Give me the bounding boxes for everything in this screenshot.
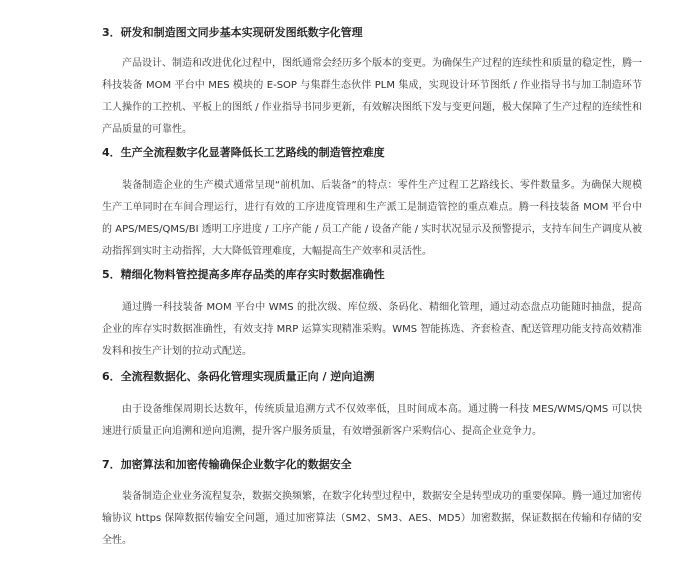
section-heading-5: 5．精细化物料管控提高多库存品类的库存实时数据准确性 xyxy=(102,268,385,281)
section-heading-6: 6．全流程数据化、条码化管理实现质量正向 / 逆向追溯 xyxy=(102,370,375,383)
section-body-6: 由于设备维保周期长达数年，传统质量追溯方式不仅效率低，且时间成本高。通过腾一科技 MES/WMS/QMS 可以快速进行质量正向追溯和逆向追溯，提升客户服务质量，有效增强新客户采购信心、提高企业竞争力。 xyxy=(102,404,642,437)
section-heading-4: 4．生产全流程数字化显著降低长工艺路线的制造管控难度 xyxy=(102,146,385,159)
section-body-7: 装备制造企业业务流程复杂，数据交换频繁，在数字化转型过程中，数据安全是转型成功的重要保障。腾一通过加密传输协议 https 保障数据传输安全问题，通过加密算法（SM2、SM3、AES、MD5）加密数据，保证数据在传输和存储的安全性。 xyxy=(102,491,642,546)
section-heading-3: 3．研发和制造图文同步基本实现研发图纸数字化管理 xyxy=(102,26,363,39)
section-heading-7: 7．加密算法和加密传输确保企业数字化的数据安全 xyxy=(102,458,352,471)
section-body-5: 通过腾一科技装备 MOM 平台中 WMS 的批次级、库位级、条码化、精细化管理，通过动态盘点功能随时抽盘，提高企业的库存实时数据准确性，有效支持 MRP 运算实现精准采购。WMS 智能拣选、齐套检查、配送管理功能支持高效精准发料和按生产计划的拉动式配送。 xyxy=(102,302,642,357)
section-body-3: 产品设计、制造和改进优化过程中，图纸通常会经历多个版本的变更。为确保生产过程的连续性和质量的稳定性，腾一科技装备 MOM 平台中 MES 模块的 E-SOP 与集群生态伙伴 PLM 集成，实现设计环节图纸 / 作业指导书与加工制造环节工人操作的工控机、平板上的图纸 / 作业指导书同步更新，有效解决图纸下发与变更问题，极大保障了生产过程的连续性和产品质量的可靠性。 xyxy=(102,58,642,135)
section-body-4: 装备制造企业的生产模式通常呈现“前机加、后装备”的特点：零件生产过程工艺路线长、零件数量多。为确保大规模生产工单同时在车间合理运行，进行有效的工序进度管理和生产派工是制造管控的重点难点。腾一科技装备 MOM 平台中的 APS/MES/QMS/BI 透明工序进度 / 工序产能 / 员工产能 / 设备产能 / 实时状况显示及预警提示，支持车间生产调度从被动指挥到实时主动指挥，大大降低管理难度，大幅提高生产效率和灵活性。 xyxy=(102,180,642,257)
